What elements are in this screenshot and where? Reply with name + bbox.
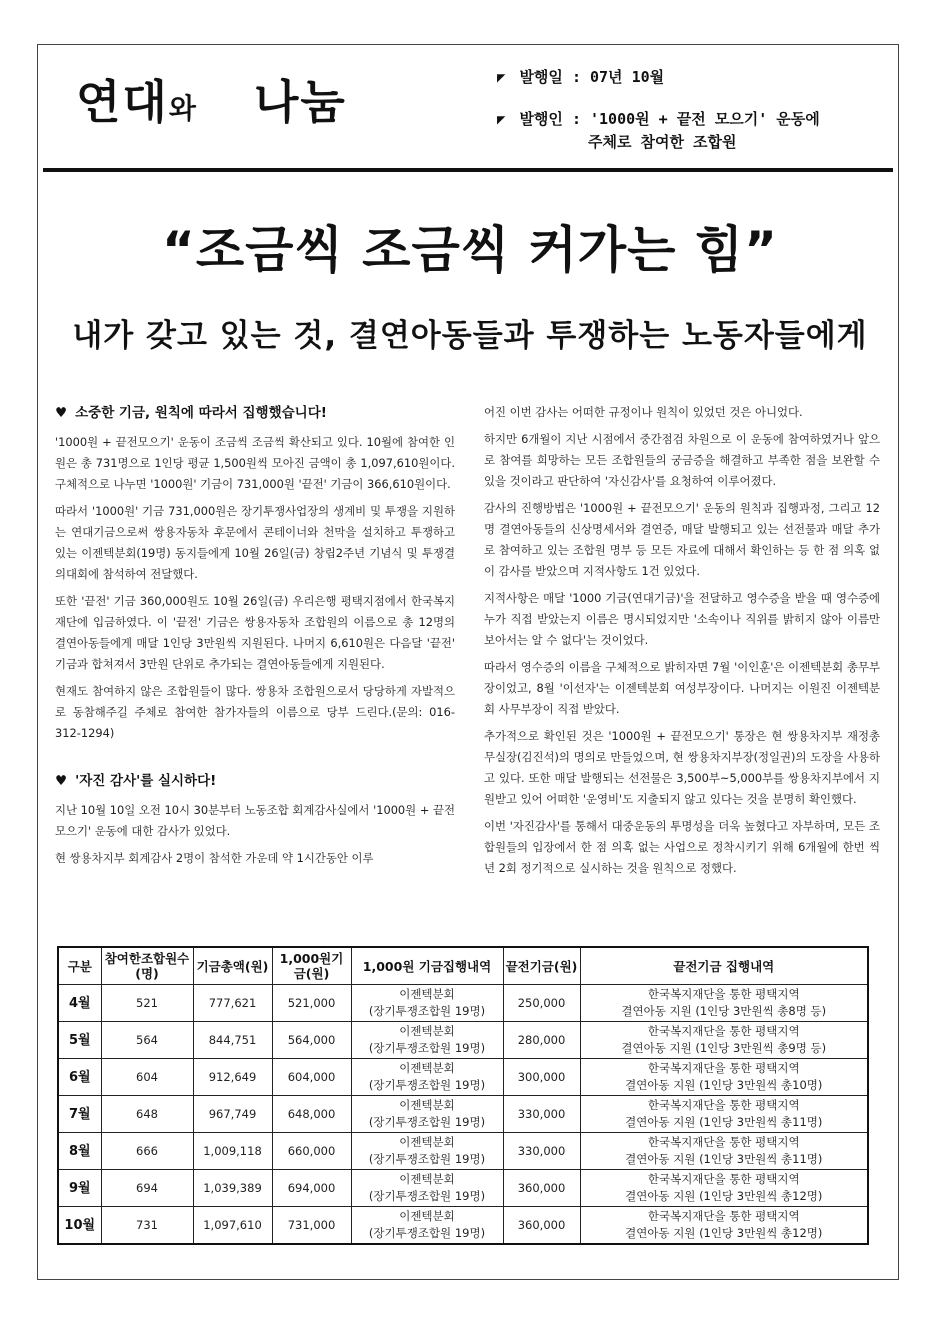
table-row [58, 1022, 868, 1059]
table-row [58, 1133, 868, 1170]
issue-date [497, 66, 664, 87]
header-members: 참여한조합원수(명) [101, 947, 193, 985]
paragraph: 지난 10월 10일 오전 10시 30분부터 노동조합 회계감사실에서 '1000원 + 끝전모으기' 운동에 대한 감사가 있었다. [55, 803, 455, 838]
cell-kkeutjeon: 360,000 [503, 1170, 580, 1207]
cell-month: 9월 [58, 1170, 101, 1207]
paragraph: 또한 '끝전' 기금 360,000원도 10월 26일(금) 우리은행 평택지점에서 한국복지재단에 입금하였다. 이 '끝전' 기금은 쌍용자동차 조합원의 이름으로 총 12명의 결연아동들에게 매달 1인당 3만원씩 지원된다. 나머지 6,610원은 다음달 '끝전' 기금과 합쳐져서 3만원 단위로 추가되는 결연아동들에게 지원된다. [55, 594, 455, 671]
cell-fund-1000: 521,000 [272, 985, 351, 1022]
paragraph: 따라서 '1000원' 기금 731,000원은 장기투쟁사업장의 생계비 및 투쟁을 지원하는 연대기금으로써 쌍용자동차 후문에서 콘테이너와 천막을 설치하고 투쟁하고 있는 이젠텍분회(19명) 동지들에게 10월 26일(금) 창립2주년 기념식 및 투쟁결의대회에 참석하여 전달했다. [55, 504, 455, 581]
title-part-1: 연대 [76, 75, 169, 129]
cell-fund-1000: 604,000 [272, 1059, 351, 1096]
cell-members: 731 [101, 1207, 193, 1245]
issue-date-text: 발행일 : 07년 10월 [519, 68, 665, 86]
cell-fund-1000-exec: 이젠텍분회 (장기투쟁조합원 19명) [351, 1022, 503, 1059]
triangle-bullet-icon: ◤ [497, 112, 506, 128]
cell-fund-1000-exec: 이젠텍분회 (장기투쟁조합원 19명) [351, 1170, 503, 1207]
cell-kkeutjeon-exec: 한국복지재단을 통한 평택지역 결연아동 지원 (1인당 3만원씩 총9명 등) [580, 1022, 868, 1059]
cell-kkeutjeon-exec: 한국복지재단을 통한 평택지역 결연아동 지원 (1인당 3만원씩 총12명) [580, 1207, 868, 1245]
header-kkeutjeon: 끝전기금(원) [503, 947, 580, 985]
title-part-2: 와 [168, 92, 198, 125]
cell-members: 666 [101, 1133, 193, 1170]
article-right-column [484, 402, 880, 885]
paragraph: 지적사항은 매달 '1000 기금(연대기금)'을 전달하고 영수증을 받을 때 영수증에 누가 직접 받았는지 이름은 명시되었지만 '소속이나 직위를 밝히지 않아 이름만 보아서는 알 수 없다'는 것이었다. [484, 591, 880, 647]
header-fund-1000: 1,000원기금(원) [272, 947, 351, 985]
cell-month: 8월 [58, 1133, 101, 1170]
cell-fund-1000-exec: 이젠텍분회 (장기투쟁조합원 19명) [351, 1207, 503, 1245]
cell-kkeutjeon-exec: 한국복지재단을 통한 평택지역 결연아동 지원 (1인당 3만원씩 총12명) [580, 1170, 868, 1207]
publisher-text-1: 발행인 : '1000원 + 끝전 모으기' 운동에 [519, 110, 820, 128]
paragraph: 따라서 영수증의 이름을 구체적으로 밝히자면 7월 '이인훈'은 이젠텍분회 총무부장이었고, 8월 '이선자'는 이젠텍분회 여성부장이다. 나머지는 이원진 이젠텍분회 사무부장이 직접 받았다. [484, 660, 880, 716]
article-left-column [55, 402, 455, 875]
paragraph: 감사의 진행방법은 '1000원 + 끝전모으기' 운동의 원칙과 집행과정, 그리고 12명 결연아동들의 신상명세서와 결연증, 매달 발행되고 있는 선전물과 매달 추가로 참여하고 있는 조합원 명부 등 모든 자료에 대해서 확인하는 등 한 점 의혹 없이 감사를 받았으며 지적사항도 1건 있었다. [484, 501, 880, 578]
cell-fund-1000: 564,000 [272, 1022, 351, 1059]
cell-total: 967,749 [193, 1096, 272, 1133]
section-heading-1 [55, 402, 455, 424]
cell-members: 521 [101, 985, 193, 1022]
cell-kkeutjeon: 330,000 [503, 1096, 580, 1133]
header-total: 기금총액(원) [193, 947, 272, 985]
cell-fund-1000-exec: 이젠텍분회 (장기투쟁조합원 19명) [351, 1133, 503, 1170]
publisher-line-2: 주체로 참여한 조합원 [588, 133, 737, 151]
subheadline: 내가 갖고 있는 것, 결연아동들과 투쟁하는 노동자들에게 [72, 318, 868, 354]
paragraph: 이번 '자진감사'를 통해서 대중운동의 투명성을 더욱 높혔다고 자부하며, 모든 조합원들의 입장에서 한 점 의혹 없는 사업으로 정착시키기 위해 6개월에 한번 씩 년 2회 정기적으로 실시하는 것을 원칙으로 정했다. [484, 819, 880, 875]
cell-total: 777,621 [193, 985, 272, 1022]
cell-fund-1000-exec: 이젠텍분회 (장기투쟁조합원 19명) [351, 1059, 503, 1096]
header-category: 구분 [58, 947, 101, 985]
cell-fund-1000: 694,000 [272, 1170, 351, 1207]
publisher-line-1 [497, 108, 820, 129]
cell-month: 7월 [58, 1096, 101, 1133]
masthead-divider [43, 168, 893, 172]
paragraph: 어진 이번 감사는 어떠한 규정이나 원칙이 있었던 것은 아니었다. [484, 405, 803, 419]
paragraph: 하지만 6개월이 지난 시점에서 중간점검 차원으로 이 운동에 참여하였거나 앞으로 참여를 희망하는 모든 조합원들의 궁금증을 해결하고 부족한 점을 보완할 수 있을 것이라고 판단하여 '자신감사'를 요청하여 이루어졌다. [484, 432, 880, 488]
cell-kkeutjeon-exec: 한국복지재단을 통한 평택지역 결연아동 지원 (1인당 3만원씩 총8명 등) [580, 985, 868, 1022]
cell-total: 1,097,610 [193, 1207, 272, 1245]
table-row [58, 1170, 868, 1207]
cell-kkeutjeon: 300,000 [503, 1059, 580, 1096]
table-row [58, 1096, 868, 1133]
cell-total: 1,039,389 [193, 1170, 272, 1207]
cell-kkeutjeon: 250,000 [503, 985, 580, 1022]
cell-members: 604 [101, 1059, 193, 1096]
heart-icon: ♥ [55, 773, 68, 789]
paragraph: 현 쌍용차지부 회계감사 2명이 참석한 가운데 약 1시간동안 이루 [55, 851, 374, 865]
cell-kkeutjeon: 330,000 [503, 1133, 580, 1170]
section-heading-2-text: '자진 감사'를 실시하다! [75, 773, 217, 789]
paragraph: '1000원 + 끝전모으기' 운동이 조금씩 조금씩 확산되고 있다. 10월에 참여한 인원은 총 731명으로 1인당 평균 1,500원씩 모아진 금액이 총 1,097,610원이다. 구체적으로 나누면 '1000원' 기금이 731,000원 '끝전' 기금이 366,610원이다. [55, 435, 455, 491]
cell-total: 844,751 [193, 1022, 272, 1059]
title-part-3: 나눔 [253, 75, 347, 129]
cell-kkeutjeon-exec: 한국복지재단을 통한 평택지역 결연아동 지원 (1인당 3만원씩 총10명) [580, 1059, 868, 1096]
table-row [58, 1207, 868, 1245]
fund-execution-table [57, 946, 869, 1245]
cell-members: 564 [101, 1022, 193, 1059]
cell-members: 694 [101, 1170, 193, 1207]
header-fund-1000-exec: 1,000원 기금집행내역 [351, 947, 503, 985]
cell-month: 5월 [58, 1022, 101, 1059]
section-heading-1-text: 소중한 기금, 원칙에 따라서 집행했습니다! [75, 405, 327, 421]
headline: “조금씩 조금씩 커가는 힘” [162, 221, 778, 279]
cell-kkeutjeon-exec: 한국복지재단을 통한 평택지역 결연아동 지원 (1인당 3만원씩 총11명) [580, 1096, 868, 1133]
cell-members: 648 [101, 1096, 193, 1133]
table-row [58, 1059, 868, 1096]
cell-month: 10월 [58, 1207, 101, 1245]
section-heading-2 [55, 770, 455, 792]
paragraph: 추가적으로 확인된 것은 '1000원 + 끝전모으기' 통장은 현 쌍용차지부 재정총무실장(김진석)의 명의로 만들었으며, 현 쌍용차지부장(정일권)의 도장을 사용하고 있다. 또한 매달 발행되는 선전물은 3,500부~5,000부를 쌍용차지부에서 지원받고 있어 어떠한 '운영비'도 지출되지 않고 있다는 것을 분명히 확인했다. [484, 729, 880, 806]
newsletter-title [76, 66, 347, 132]
cell-kkeutjeon-exec: 한국복지재단을 통한 평택지역 결연아동 지원 (1인당 3만원씩 총11명) [580, 1133, 868, 1170]
cell-fund-1000-exec: 이젠텍분회 (장기투쟁조합원 19명) [351, 985, 503, 1022]
cell-kkeutjeon: 360,000 [503, 1207, 580, 1245]
heart-icon: ♥ [55, 405, 68, 421]
table-header-row [58, 947, 868, 985]
paragraph: 현재도 참여하지 않은 조합원들이 많다. 쌍용차 조합원으로서 당당하게 자발적으로 동참해주길 주체로 참여한 참가자들의 이름으로 당부 드린다.(문의: 016-312-1294) [55, 684, 455, 740]
header-kkeutjeon-exec: 끝전기금 집행내역 [580, 947, 868, 985]
table-row [58, 985, 868, 1022]
cell-fund-1000-exec: 이젠텍분회 (장기투쟁조합원 19명) [351, 1096, 503, 1133]
cell-month: 6월 [58, 1059, 101, 1096]
cell-month: 4월 [58, 985, 101, 1022]
cell-fund-1000: 648,000 [272, 1096, 351, 1133]
triangle-bullet-icon: ◤ [497, 70, 506, 86]
cell-fund-1000: 660,000 [272, 1133, 351, 1170]
cell-kkeutjeon: 280,000 [503, 1022, 580, 1059]
cell-fund-1000: 731,000 [272, 1207, 351, 1245]
cell-total: 1,009,118 [193, 1133, 272, 1170]
cell-total: 912,649 [193, 1059, 272, 1096]
